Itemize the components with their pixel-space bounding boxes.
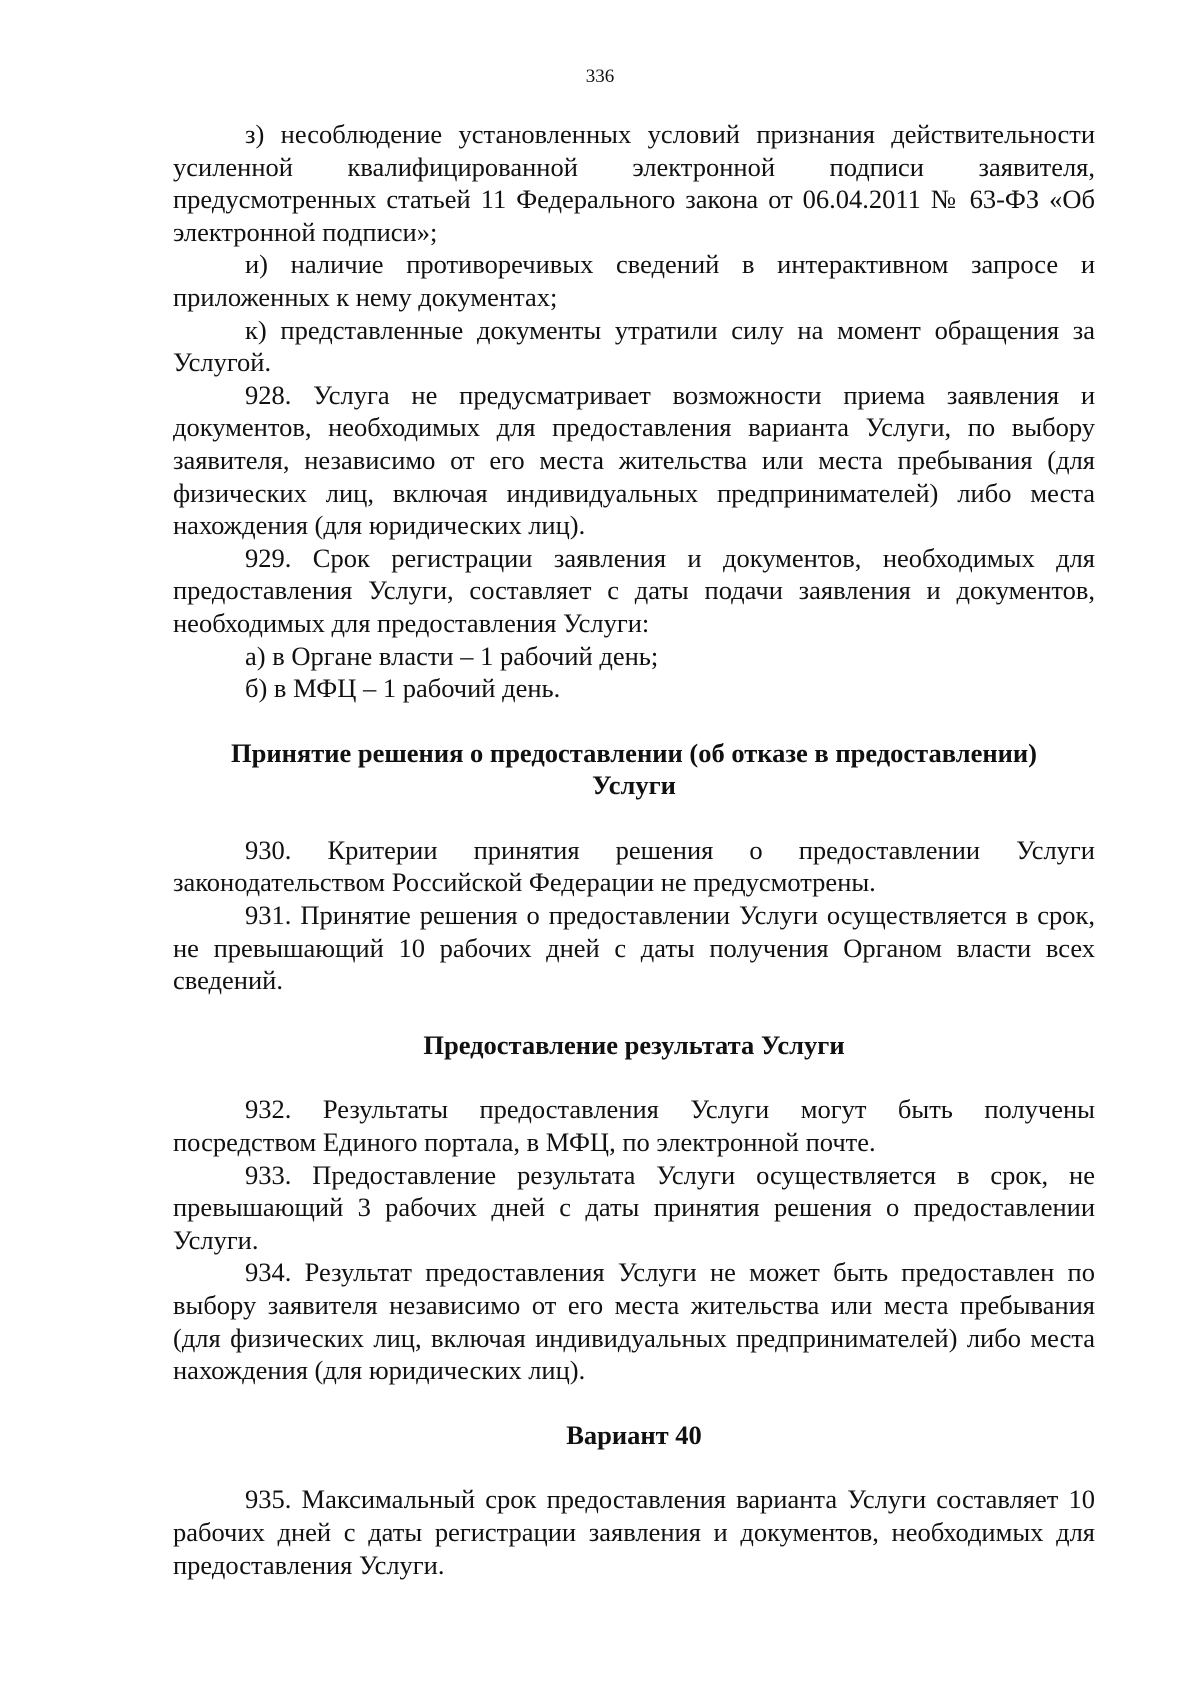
page-number: 336 bbox=[585, 66, 615, 87]
paragraph-b: б) в МФЦ – 1 рабочий день. bbox=[245, 673, 561, 704]
section-heading-variant: Вариант 40 bbox=[566, 1419, 702, 1450]
paragraph-k: к) представленные документы утратили силу на момент обращения за Услугой. bbox=[173, 314, 1095, 378]
paragraph-932: 932. Результаты предоставления Услуги могут быть получены посредством Единого портала, в МФЦ, по электронной почте. bbox=[173, 1094, 1095, 1158]
paragraph-934: 934. Результат предоставления Услуги не может быть предоставлен по выбору заявителя независимо от его места жительства или места пребывания (для физических лиц, включая индивидуальных предпринимателей) либо места нахождения (для юридических лиц). bbox=[173, 1257, 1095, 1386]
paragraph-929: 929. Срок регистрации заявления и документов, необходимых для предоставления Услуги, составляет с даты подачи заявления и документов, необходимых для предоставления Услуги: bbox=[173, 542, 1095, 638]
paragraph-931: 931. Принятие решения о предоставлении Услуги осуществляется в срок, не превышающий 10 рабочих дней с даты получения Органом власти всех сведений. bbox=[173, 900, 1095, 996]
paragraph-z: з) несоблюдение установленных условий признания действительности усиленной квалифицированной электронной подписи заявителя, предусмотренных статьей 11 Федерального закона от 06.04.2011 № 63-ФЗ «Об электронной подписи»; bbox=[173, 119, 1095, 247]
paragraph-930: 930. Критерии принятия решения о предоставлении Услуги законодательством Российской Федерации не предусмотрены. bbox=[173, 834, 1095, 898]
paragraph-a: а) в Органе власти – 1 рабочий день; bbox=[245, 640, 659, 671]
document-body bbox=[173, 118, 1095, 1581]
paragraph-928: 928. Услуга не предусматривает возможности приема заявления и документов, необходимых для предоставления варианта Услуги, по выбору заявителя, независимо от его места жительства или места пребывания (для физических лиц, включая индивидуальных предпринимателей) либо места нахождения (для юридических лиц). bbox=[173, 379, 1095, 541]
paragraph-935: 935. Максимальный срок предоставления варианта Услуги составляет 10 рабочих дней с даты регистрации заявления и документов, необходимых для предоставления Услуги. bbox=[173, 1484, 1095, 1580]
paragraph-i: и) наличие противоречивых сведений в интерактивном запросе и приложенных к нему документах; bbox=[173, 249, 1095, 312]
paragraph-933: 933. Предоставление результата Услуги осуществляется в срок, не превышающий 3 рабочих дней с даты принятия решения о предоставлении Услуги. bbox=[173, 1159, 1095, 1255]
section-heading-decision-line-2: Услуги bbox=[592, 770, 676, 801]
section-heading-decision bbox=[173, 737, 1095, 802]
section-heading-decision-line-1: Принятие решения о предоставлении (об отказе в предоставлении) bbox=[231, 737, 1037, 768]
section-heading-result: Предоставление результата Услуги bbox=[423, 1029, 845, 1060]
